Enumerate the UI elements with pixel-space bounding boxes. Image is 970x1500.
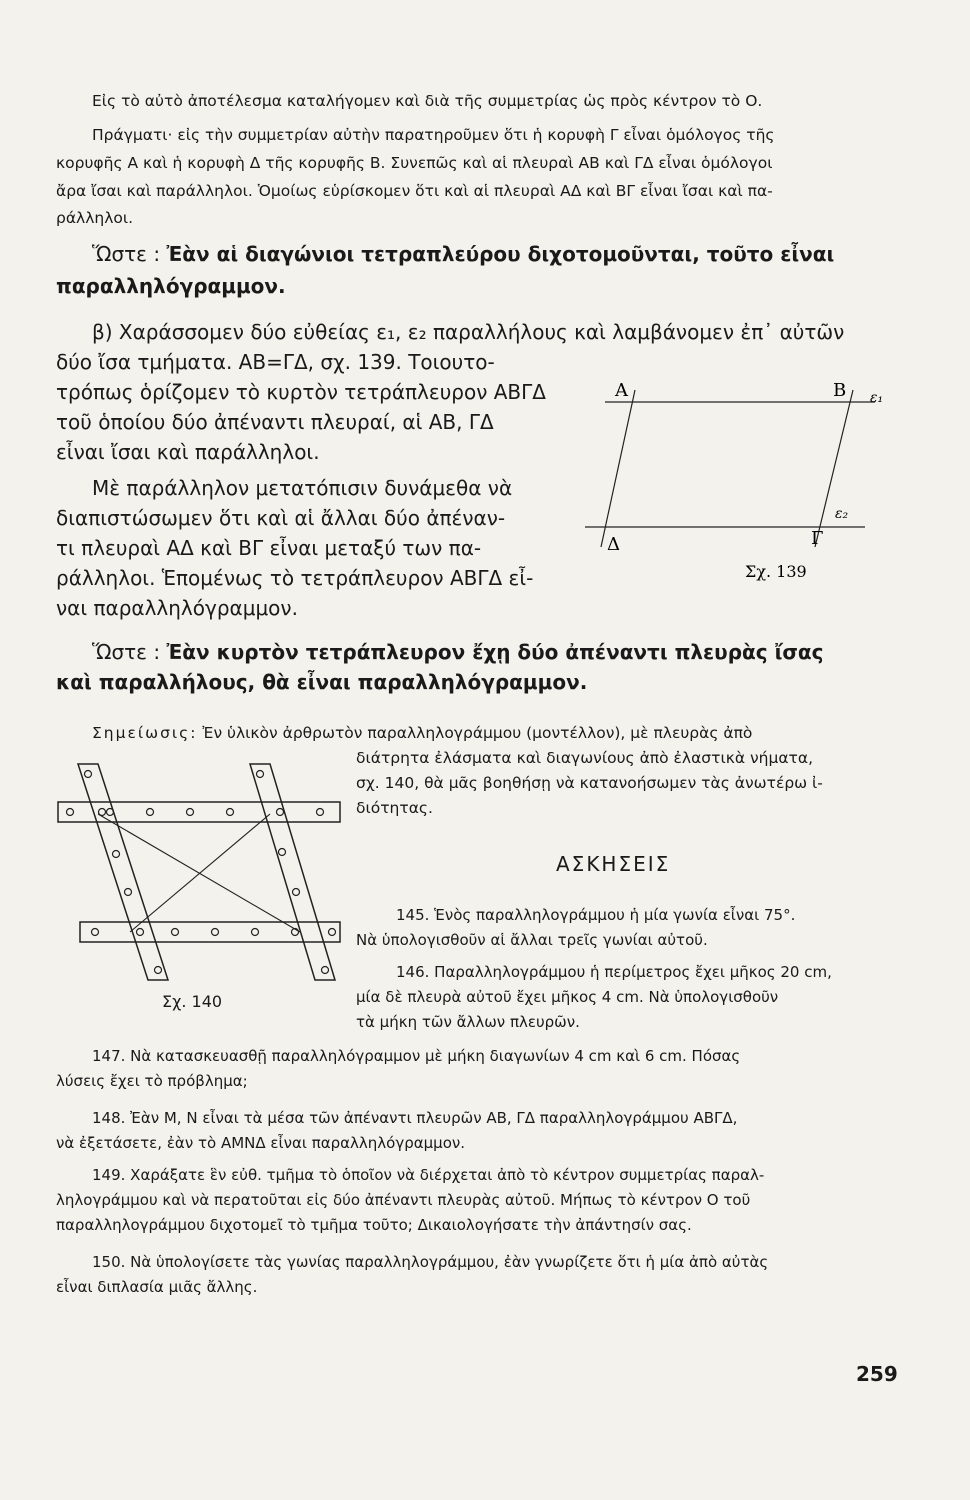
note-label: Σημείωσις: bbox=[92, 724, 198, 742]
note-line-4: διότητας. bbox=[356, 799, 433, 817]
theorem-1-line-1 bbox=[92, 240, 834, 269]
exercise-149-line-3: παραλληλογράμμου διχοτομεῖ τὸ τμῆμα τοῦτο; Δικαιολογήσατε τὴν ἀπάντησίν σας. bbox=[56, 1216, 692, 1234]
intro-line-3: κορυφῆς Α καὶ ἡ κορυφὴ Δ τῆς κορυφῆς Β. Συνεπῶς καὶ αἱ πλευραὶ ΑΒ καὶ ΓΔ εἶναι ὁμόλογοι bbox=[56, 154, 773, 172]
side-AD bbox=[601, 390, 635, 547]
exercises-heading: ΑΣΚΗΣΕΙΣ bbox=[556, 852, 671, 876]
exercise-146-line-3: τὰ μήκη τῶν ἄλλων πλευρῶν. bbox=[356, 1013, 580, 1031]
exercise-149-line-1: 149. Χαράξατε ἓν εὐθ. τμῆμα τὸ ὁποῖον νὰ διέρχεται ἀπὸ τὸ κέντρον συμμετρίας παραλ- bbox=[92, 1166, 765, 1184]
note-line-1 bbox=[92, 720, 752, 746]
theorem-2-statement: Ἐὰν κυρτὸν τετράπλευρον ἔχῃ δύο ἀπέναντι πλευρὰς ἴσας bbox=[166, 640, 824, 664]
theorem-2-line-1 bbox=[92, 638, 824, 667]
theorem-1-prefix: Ὥστε : bbox=[92, 242, 167, 266]
partb-line-3: τρόπως ὁρίζομεν τὸ κυρτὸν τετράπλευρον ΑΒΓΔ bbox=[56, 380, 546, 404]
partb-line-6: Μὲ παράλληλον μετατόπισιν δυνάμεθα νὰ bbox=[92, 476, 513, 500]
note-line-2: διάτρητα ἐλάσματα καὶ διαγωνίους ἀπὸ ἐλαστικὰ νήματα, bbox=[356, 749, 814, 767]
label-D: Δ bbox=[607, 534, 620, 555]
theorem-2-prefix: Ὥστε : bbox=[92, 640, 167, 664]
figure-140 bbox=[50, 752, 350, 992]
intro-line-4: ἄρα ἴσαι καὶ παράλληλοι. Ὁμοίως εὑρίσκομεν ὅτι καὶ αἱ πλευραὶ ΑΔ καὶ ΒΓ εἶναι ἴσαι καὶ πα- bbox=[56, 182, 773, 200]
note-text-1: Ἐν ὑλικὸν ἀρθρωτὸν παραλληλογράμμου (μοντέλλον), μὲ πλευρὰς ἀπὸ bbox=[202, 724, 753, 742]
intro-line-1: Εἰς τὸ αὐτὸ ἀποτέλεσμα καταλήγομεν καὶ διὰ τῆς συμμετρίας ὡς πρὸς κέντρον τὸ Ο. bbox=[92, 92, 763, 110]
partb-line-9: ράλληλοι. Ἑπομένως τὸ τετράπλευρον ΑΒΓΔ εἶ- bbox=[56, 566, 534, 590]
intro-line-2: Πράγματι· εἰς τὴν συμμετρίαν αὐτὴν παρατηροῦμεν ὅτι ἡ κορυφὴ Γ εἶναι ὁμόλογος τῆς bbox=[92, 126, 775, 144]
partb-line-10: ναι παραλληλόγραμμον. bbox=[56, 596, 298, 620]
label-C: Γ bbox=[811, 528, 824, 549]
exercise-146-line-1: 146. Παραλληλογράμμου ἡ περίμετρος ἔχει μῆκος 20 cm, bbox=[396, 963, 832, 981]
intro-line-5: ράλληλοι. bbox=[56, 209, 134, 227]
partb-line-2: δύο ἴσα τμήματα. ΑΒ=ΓΔ, σχ. 139. Τοιουτο- bbox=[56, 350, 495, 374]
theorem-1-line-2: παραλληλόγραμμον. bbox=[56, 274, 286, 298]
exercise-146-line-2: μία δὲ πλευρὰ αὐτοῦ ἔχει μῆκος 4 cm. Νὰ ὑπολογισθοῦν bbox=[356, 988, 779, 1006]
exercise-148-line-1: 148. Ἐὰν Μ, Ν εἶναι τὰ μέσα τῶν ἀπέναντι πλευρῶν ΑΒ, ΓΔ παραλληλογράμμου ΑΒΓΔ, bbox=[92, 1109, 738, 1127]
figure-139-caption: Σχ. 139 bbox=[745, 562, 807, 581]
page-number: 259 bbox=[856, 1362, 898, 1386]
exercise-145-line-2: Νὰ ὑπολογισθοῦν αἱ ἄλλαι τρεῖς γωνίαι αὐτοῦ. bbox=[356, 931, 708, 949]
exercise-149-line-2: ληλογράμμου καὶ νὰ περατοῦται εἰς δύο ἀπέναντι πλευρὰς αὐτοῦ. Μήπως τὸ κέντρον Ο τοῦ bbox=[56, 1191, 751, 1209]
partb-line-7: διαπιστώσωμεν ὅτι καὶ αἱ ἄλλαι δύο ἀπέναν- bbox=[56, 506, 506, 530]
strip-left bbox=[78, 764, 168, 980]
label-A: Α bbox=[615, 380, 628, 401]
figure-139 bbox=[575, 372, 895, 612]
figure-140-caption: Σχ. 140 bbox=[162, 992, 223, 1011]
label-e1: ε₁ bbox=[870, 390, 884, 406]
exercise-150-line-2: εἶναι διπλασία μιᾶς ἄλλης. bbox=[56, 1278, 258, 1296]
exercise-147-line-1: 147. Νὰ κατασκευασθῇ παραλληλόγραμμον μὲ μήκη διαγωνίων 4 cm καὶ 6 cm. Πόσας bbox=[92, 1047, 741, 1065]
exercise-150-line-1: 150. Νὰ ὑπολογίσετε τὰς γωνίας παραλληλογράμμου, ἐὰν γνωρίζετε ὅτι ἡ μία ἀπὸ αὐτὰς bbox=[92, 1253, 769, 1271]
partb-line-4: τοῦ ὁποίου δύο ἀπέναντι πλευραί, αἱ ΑΒ, ΓΔ bbox=[56, 410, 494, 434]
label-e2: ε₂ bbox=[835, 506, 849, 522]
note-line-3: σχ. 140, θὰ μᾶς βοηθήσῃ νὰ κατανοήσωμεν τὰς ἀνωτέρω ἰ- bbox=[356, 774, 823, 792]
exercise-145-line-1: 145. Ἑνὸς παραλληλογράμμου ἡ μία γωνία εἶναι 75°. bbox=[396, 906, 796, 924]
exercise-147-line-2: λύσεις ἔχει τὸ πρόβλημα; bbox=[56, 1072, 248, 1090]
partb-line-8: τι πλευραὶ ΑΔ καὶ ΒΓ εἶναι μεταξύ των πα- bbox=[56, 536, 482, 560]
exercise-148-line-2: νὰ ἐξετάσετε, ἐὰν τὸ ΑΜΝΔ εἶναι παραλληλόγραμμον. bbox=[56, 1134, 466, 1152]
partb-line-5: εἶναι ἴσαι καὶ παράλληλοι. bbox=[56, 440, 320, 464]
theorem-2-line-2: καὶ παραλλήλους, θὰ εἶναι παραλληλόγραμμον. bbox=[56, 670, 588, 694]
strip-top bbox=[58, 802, 340, 822]
strip-right bbox=[250, 764, 335, 980]
label-B: Β bbox=[833, 380, 847, 401]
side-BC bbox=[815, 390, 853, 547]
theorem-1-statement: Ἐὰν αἱ διαγώνιοι τετραπλεύρου διχοτομοῦνται, τοῦτο εἶναι bbox=[166, 242, 835, 266]
partb-line-1: β) Χαράσσομεν δύο εὐθείας ε₁, ε₂ παραλλήλους καὶ λαμβάνομεν ἐπ᾽ αὐτῶν bbox=[92, 320, 845, 344]
diagonal-2 bbox=[130, 814, 270, 932]
